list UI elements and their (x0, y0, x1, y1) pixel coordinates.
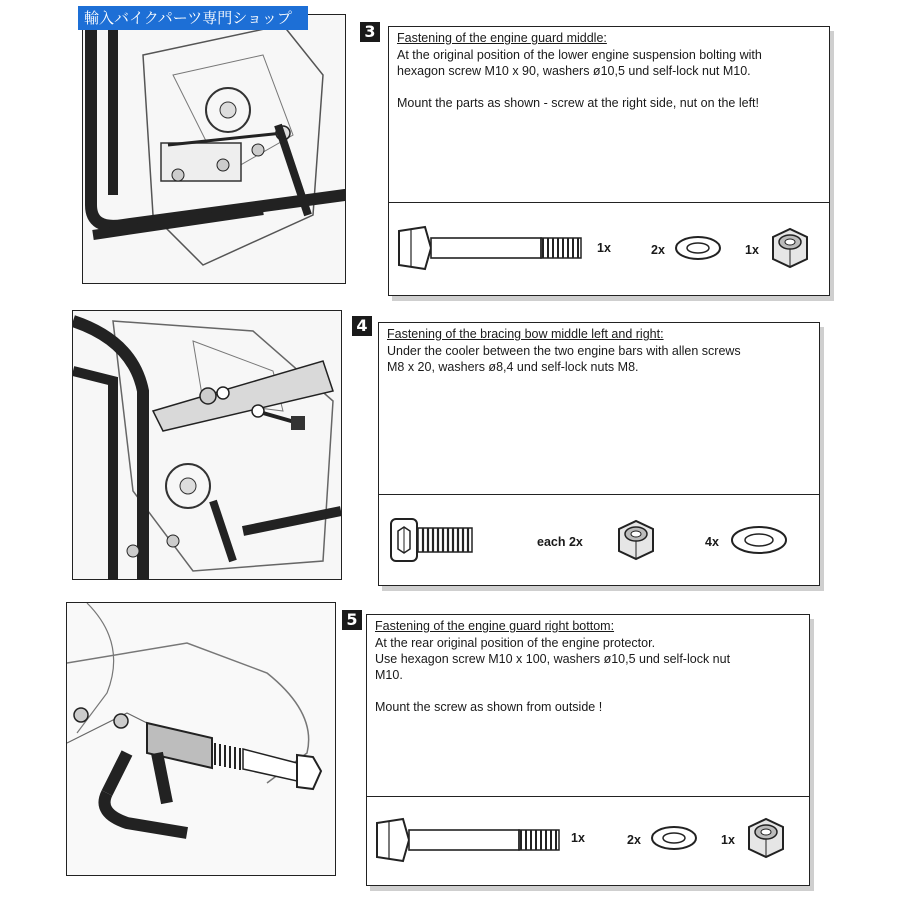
step-4-illustration (72, 310, 342, 580)
lock-nut-icon (741, 815, 791, 861)
step-5-nut-qty: 1x (721, 833, 735, 847)
step-5-line: M10. (375, 668, 403, 682)
step-5-body (375, 635, 801, 715)
hex-bolt-icon (395, 223, 585, 273)
step-5-washer-qty: 2x (627, 833, 641, 847)
step-3-bolt-qty: 1x (597, 241, 611, 255)
engine-guard-bottom-drawing (67, 603, 335, 875)
washer-icon (673, 233, 723, 263)
step-5-line: Use hexagon screw M10 x 100, washers ø10,5 und self-lock nut (375, 652, 731, 666)
step-3-line: At the original position of the lower engine suspension bolting with (397, 48, 762, 62)
step-4-parts-row (379, 494, 819, 585)
step-3-badge: 3 (360, 22, 380, 42)
step-3-nut-qty: 1x (745, 243, 759, 257)
step-3-illustration (82, 14, 346, 284)
washer-icon (729, 523, 789, 557)
shop-banner: 輸入バイクパーツ専門ショップ (78, 6, 308, 30)
step-4-instruction-box (378, 322, 820, 586)
step-3-body (397, 47, 821, 111)
step-4-title: Fastening of the bracing bow middle left and right: (387, 327, 664, 341)
step-5-parts-row (367, 796, 809, 885)
step-4-line: M8 x 20, washers ø8,4 und self-lock nuts M8. (387, 360, 639, 374)
allen-screw-icon (387, 515, 487, 565)
step-5-title: Fastening of the engine guard right bottom: (375, 619, 615, 633)
step-3-parts-row (389, 202, 829, 295)
step-4-body (387, 343, 811, 375)
step-5-instruction-box (366, 614, 810, 886)
step-3-washer-qty: 2x (651, 243, 665, 257)
bracing-bow-drawing (73, 311, 341, 579)
step-4-badge: 4 (352, 316, 372, 336)
step-3-title: Fastening of the engine guard middle: (397, 31, 607, 45)
step-5-line: At the rear original position of the engine protector. (375, 636, 656, 650)
lock-nut-icon (765, 225, 815, 271)
step-5-illustration (66, 602, 336, 876)
engine-guard-middle-drawing (83, 15, 345, 283)
step-3-line: hexagon screw M10 x 90, washers ø10,5 und self-lock nut M10. (397, 64, 751, 78)
step-4-washer-qty: 4x (705, 535, 719, 549)
hex-bolt-icon (373, 815, 563, 865)
step-3-note: Mount the parts as shown - screw at the right side, nut on the left! (397, 96, 759, 110)
step-4-line: Under the cooler between the two engine bars with allen screws (387, 344, 741, 358)
step-5-badge: 5 (342, 610, 362, 630)
washer-icon (649, 823, 699, 853)
step-4-nut-qty: each 2x (537, 535, 583, 549)
step-5-note: Mount the screw as shown from outside ! (375, 700, 603, 714)
lock-nut-icon (611, 517, 661, 563)
step-5-bolt-qty: 1x (571, 831, 585, 845)
step-3-instruction-box (388, 26, 830, 296)
